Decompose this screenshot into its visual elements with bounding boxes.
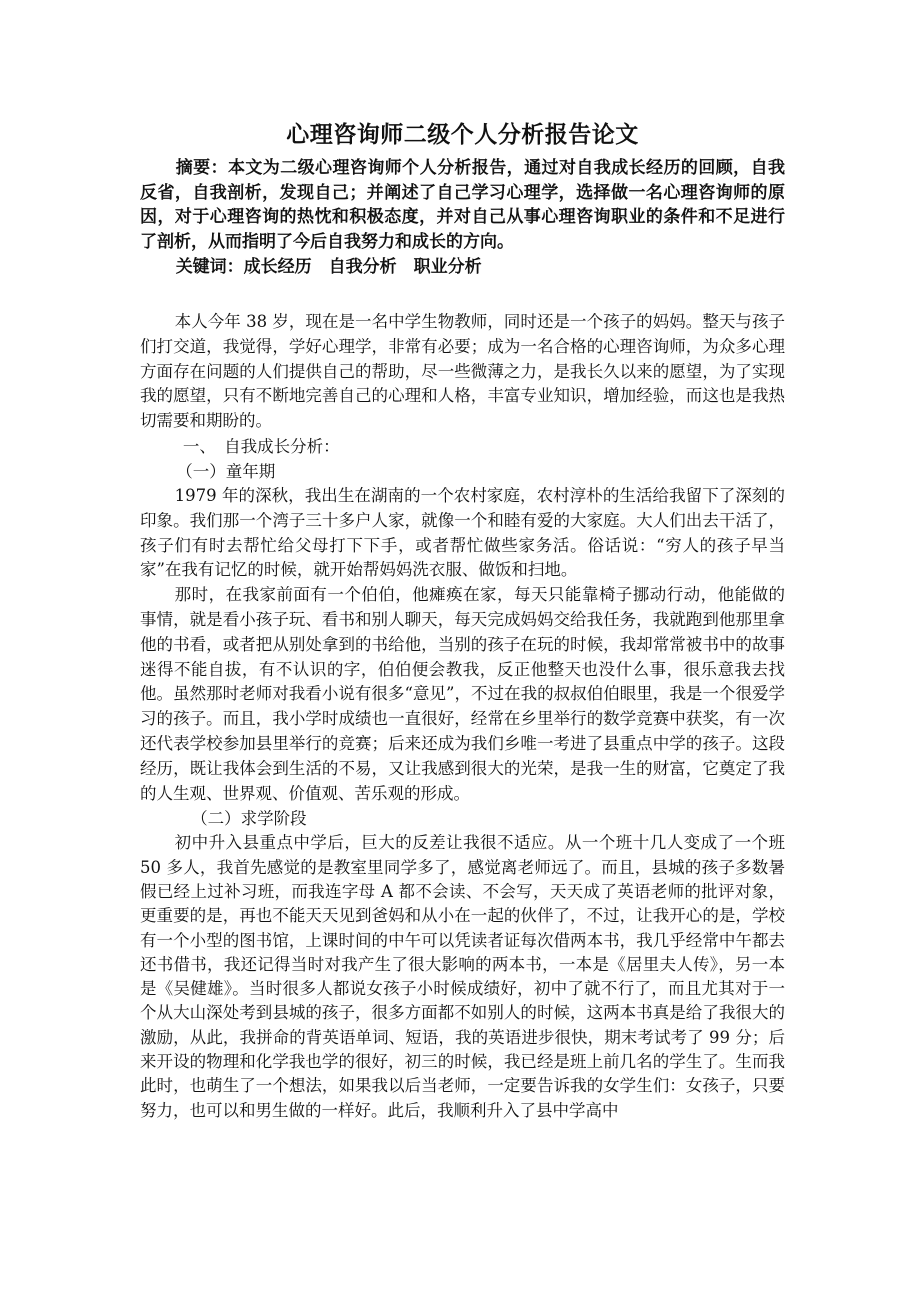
abstract: 摘要：本文为二级心理咨询师个人分析报告，通过对自我成长经历的回顾，自我反省，自我剖析，发现自己；并阐述了自己学习心理学，选择做一名心理咨询师的原因，对于心理咨询的热忱和积极态度，并对自己从事心理咨询职业的条件和不足进行了剖析，从而指明了今后自我努力和成长的方向。 (140, 158, 785, 252)
keywords: 关键词：成长经历 自我分析 职业分析 (175, 257, 482, 277)
section-spacer (140, 280, 785, 310)
intro-paragraph: 本人今年 38 岁，现在是一名中学生物教师，同时还是一个孩子的妈妈。整天与孩子们打交道，我觉得，学好心理学，非常有必要；成为一名合格的心理咨询师，为众多心理方面存在问题的人们提供自己的帮助，尽一些微薄之力，是我长久以来的愿望，为了实现我的愿望，只有不断地完善自己的心理和人格，丰富专业知识，增加经验，而这也是我热切需要和期盼的。 (140, 312, 785, 431)
schooling-paragraph-1: 初中升入县重点中学后，巨大的反差让我很不适应。从一个班十几人变成了一个班 50 多人，我首先感觉的是教室里同学多了，感觉离老师远了。而且，县城的孩子多数暑假已经上过补习班，而我连字母 A 都不会读、不会写，天天成了英语老师的批评对象，更重要的是，再也不能天天见到爸妈和从小在一起的伙伴了，不过，让我开心的是，学校有一个小型的图书馆，上课时间的中午可以凭读者证每次借两本书，我几乎经常中午都去还书借书，我还记得当时对我产生了很大影响的两本书，一本是《居里夫人传》，另一本是《吴健雄》。当时很多人都说女孩子小时候成绩好，初中了就不行了，而且尤其对于一个从大山深处考到县城的孩子，很多方面都不如别人的时候，这两本书真是给了我很大的激励，从此，我拼命的背英语单词、短语，我的英语进步很快，期末考试考了 99 分；后来开设的物理和化学我也学的很好，初三的时候，我已经是班上前几名的学生了。生而我此时，也萌生了一个想法，如果我以后当老师，一定要告诉我的女学生们：女孩子，只要努力，也可以和男生做的一样好。此后，我顺利升入了县中学高中 (140, 833, 785, 1120)
childhood-paragraph-1: 1979 年的深秋，我出生在湖南的一个农村家庭，农村淳朴的生活给我留下了深刻的印象。我们那一个湾子三十多户人家，就像一个和睦有爱的大家庭。大人们出去干活了，孩子们有时去帮忙给父母打下下手，或者帮忙做些家务活。俗话说：“穷人的孩子早当家”在我有记忆的时候，就开始帮妈妈洗衣服、做饭和扫地。 (140, 485, 785, 580)
subheading-childhood: （一）童年期 (176, 461, 276, 481)
document-page (140, 120, 785, 1123)
subheading-schooling: （二）求学阶段 (191, 809, 307, 829)
section-heading-self-growth: 一、 自我成长分析： (182, 436, 340, 456)
document-title: 心理咨询师二级个人分析报告论文 (286, 121, 639, 148)
childhood-paragraph-2: 那时，在我家前面有一个伯伯，他瘫痪在家，每天只能靠椅子挪动行动，他能做的事情，就是看小孩子玩、看书和别人聊天，每天完成妈妈交给我任务，我就跑到他那里拿他的书看，或者把从别处拿到的书给他，当别的孩子在玩的时候，我却常常被书中的故事迷得不能自拔，有不认识的字，伯伯便会教我，反正他整天也没什么事，很乐意我去找他。虽然那时老师对我看小说有很多“意见”，不过在我的叔叔伯伯眼里，我是一个很爱学习的孩子。而且，我小学时成绩也一直很好，经常在乡里举行的数学竞赛中获奖，有一次还代表学校参加县里举行的竞赛；后来还成为我们乡唯一考进了县重点中学的孩子。这段经历，既让我体会到生活的不易，又让我感到很大的光荣，是我一生的财富，它奠定了我的人生观、世界观、价值观、苦乐观的形成。 (140, 585, 785, 803)
